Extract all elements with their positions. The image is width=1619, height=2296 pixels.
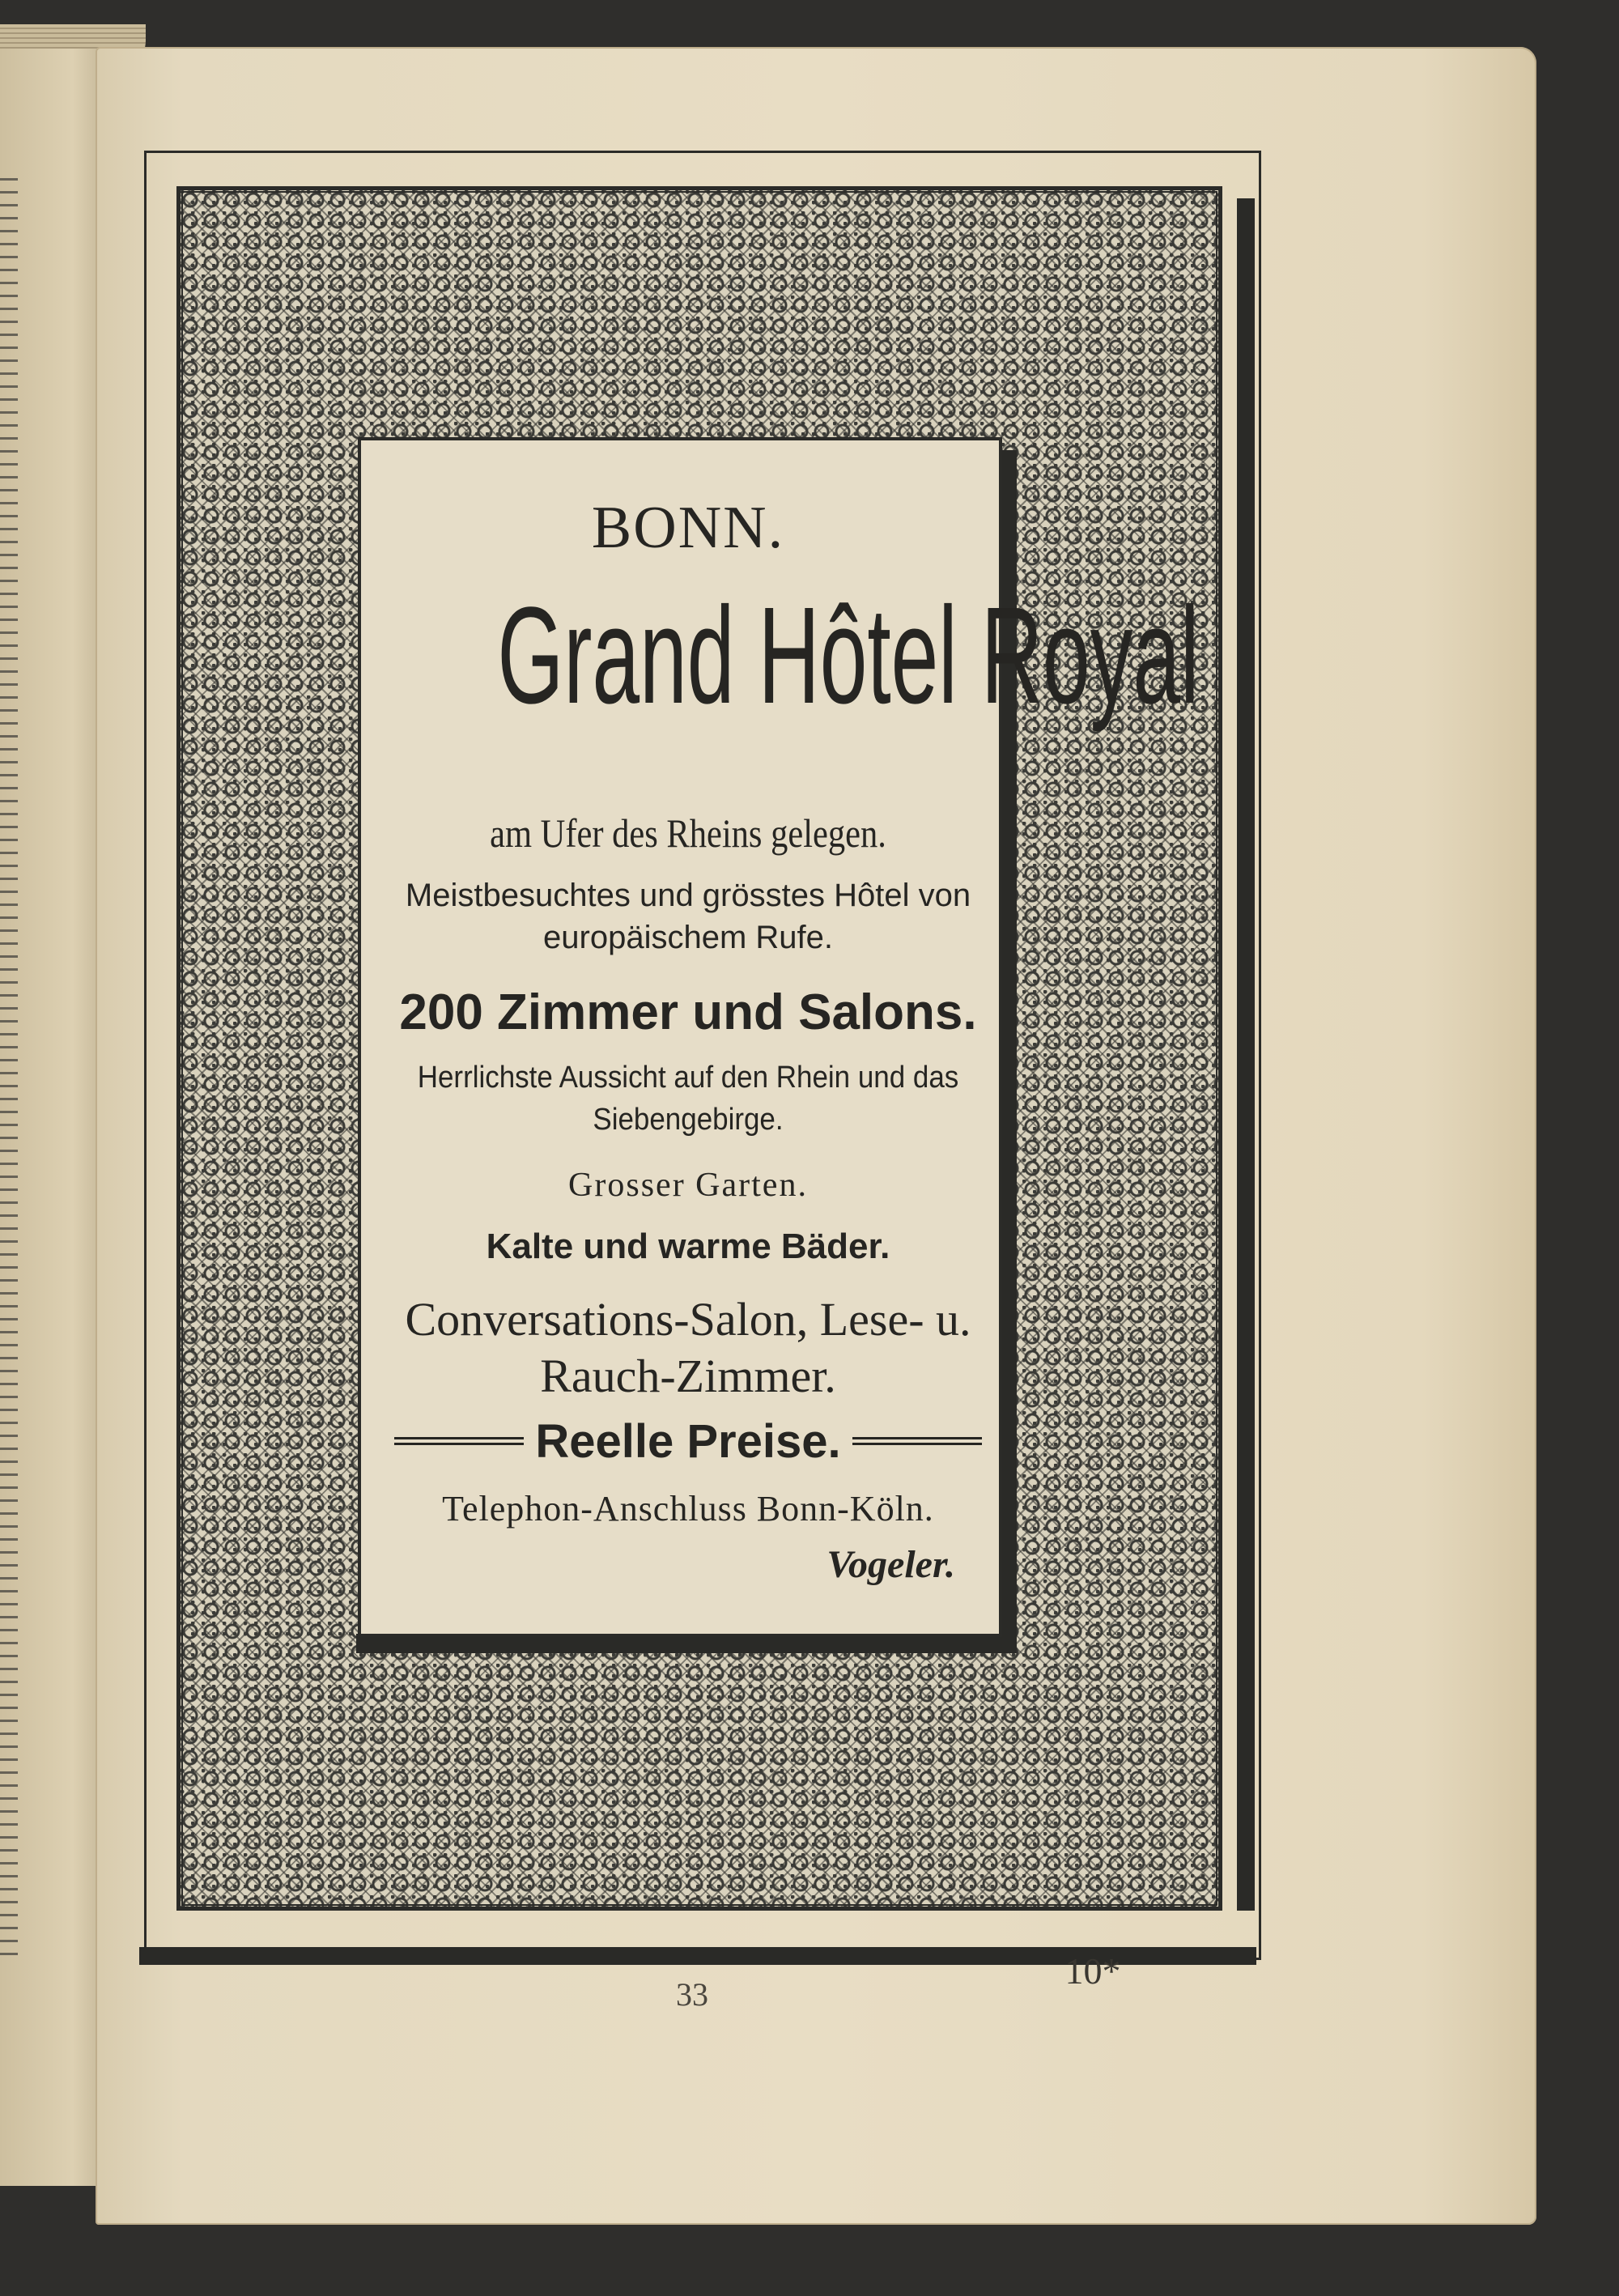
double-rule-left bbox=[394, 1437, 524, 1445]
hotel-location: am Ufer des Rheins gelegen. bbox=[490, 810, 886, 856]
hotel-name bbox=[497, 579, 1200, 733]
page-number: 33 bbox=[676, 1976, 708, 2013]
left-page-text-strip bbox=[0, 178, 18, 1959]
view-line: Herrlichste Aussicht auf den Rhein und das Siebengebirge. bbox=[417, 1061, 959, 1137]
double-rule-right bbox=[852, 1437, 982, 1445]
baths-line: Kalte und warme Bäder. bbox=[486, 1227, 890, 1266]
garden-line: Grosser Garten. bbox=[568, 1167, 808, 1204]
prices-row bbox=[385, 1413, 991, 1469]
hotel-name-text: Grand Hôtel Royal bbox=[497, 579, 1200, 733]
prices-line: Reelle Preise. bbox=[535, 1414, 841, 1468]
ad-frame-shadow-right bbox=[1237, 198, 1255, 1911]
owner-name: Vogeler. bbox=[826, 1543, 955, 1586]
city-heading: BONN. bbox=[591, 495, 785, 561]
phone-line: Telephon-Anschluss Bonn-Köln. bbox=[442, 1489, 934, 1529]
signature-mark: 10* bbox=[1064, 1950, 1121, 1992]
rooms-line: 200 Zimmer und Salons. bbox=[399, 984, 977, 1040]
hotel-description: Meistbesuchtes und grösstes Hôtel von europäischem Rufe. bbox=[405, 878, 971, 955]
salon-line: Conversations-Salon, Lese- u. Rauch-Zimmer. bbox=[405, 1293, 971, 1402]
